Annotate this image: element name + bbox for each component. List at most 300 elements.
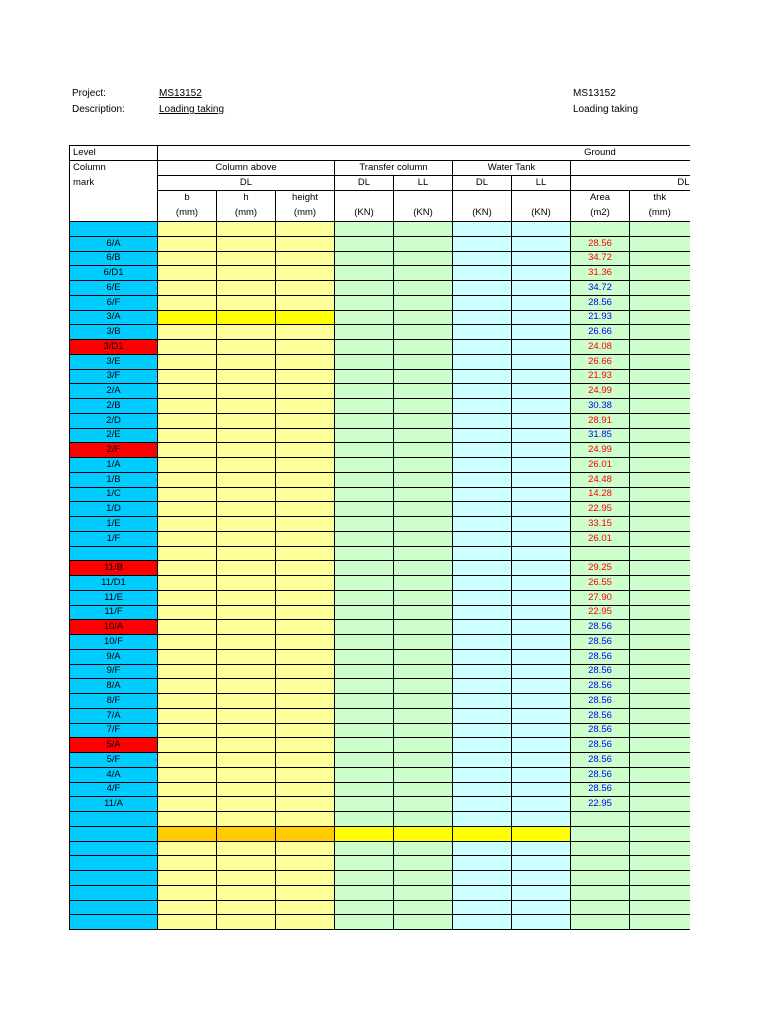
height-cell[interactable] <box>276 517 335 532</box>
height-cell[interactable] <box>276 222 335 237</box>
transfer-dl-cell[interactable] <box>335 561 394 576</box>
area-cell[interactable]: 31.36 <box>571 266 630 281</box>
area-cell[interactable]: 21.93 <box>571 310 630 325</box>
transfer-dl-cell[interactable] <box>335 502 394 517</box>
area-cell[interactable]: 28.56 <box>571 679 630 694</box>
water-tank-dl-cell[interactable] <box>453 635 512 650</box>
height-cell[interactable] <box>276 826 335 841</box>
transfer-dl-cell[interactable] <box>335 694 394 709</box>
h-cell[interactable] <box>217 236 276 251</box>
height-cell[interactable] <box>276 266 335 281</box>
h-cell[interactable] <box>217 531 276 546</box>
transfer-dl-cell[interactable] <box>335 723 394 738</box>
water-tank-ll-cell[interactable] <box>512 605 571 620</box>
b-cell[interactable] <box>158 236 217 251</box>
b-cell[interactable] <box>158 517 217 532</box>
thk-cell[interactable] <box>630 856 690 871</box>
b-cell[interactable] <box>158 325 217 340</box>
h-cell[interactable] <box>217 546 276 561</box>
transfer-ll-cell[interactable] <box>394 399 453 414</box>
area-cell[interactable]: 26.66 <box>571 354 630 369</box>
transfer-dl-cell[interactable] <box>335 812 394 827</box>
thk-cell[interactable] <box>630 590 690 605</box>
height-cell[interactable] <box>276 325 335 340</box>
height-cell[interactable] <box>276 885 335 900</box>
water-tank-ll-cell[interactable] <box>512 325 571 340</box>
height-cell[interactable] <box>276 767 335 782</box>
transfer-dl-cell[interactable] <box>335 841 394 856</box>
h-cell[interactable] <box>217 384 276 399</box>
b-cell[interactable] <box>158 605 217 620</box>
b-cell[interactable] <box>158 915 217 930</box>
water-tank-dl-cell[interactable] <box>453 472 512 487</box>
water-tank-ll-cell[interactable] <box>512 443 571 458</box>
water-tank-dl-cell[interactable] <box>453 708 512 723</box>
thk-cell[interactable] <box>630 664 690 679</box>
water-tank-ll-cell[interactable] <box>512 797 571 812</box>
h-cell[interactable] <box>217 812 276 827</box>
h-cell[interactable] <box>217 738 276 753</box>
transfer-dl-cell[interactable] <box>335 458 394 473</box>
water-tank-ll-cell[interactable] <box>512 826 571 841</box>
transfer-ll-cell[interactable] <box>394 266 453 281</box>
height-cell[interactable] <box>276 443 335 458</box>
transfer-dl-cell[interactable] <box>335 399 394 414</box>
area-cell[interactable] <box>571 871 630 886</box>
thk-cell[interactable] <box>630 561 690 576</box>
area-cell[interactable]: 28.56 <box>571 694 630 709</box>
water-tank-ll-cell[interactable] <box>512 487 571 502</box>
thk-cell[interactable] <box>630 340 690 355</box>
column-mark-cell[interactable] <box>70 885 158 900</box>
water-tank-dl-cell[interactable] <box>453 753 512 768</box>
area-cell[interactable]: 26.01 <box>571 531 630 546</box>
water-tank-ll-cell[interactable] <box>512 369 571 384</box>
water-tank-ll-cell[interactable] <box>512 812 571 827</box>
h-cell[interactable] <box>217 222 276 237</box>
b-cell[interactable] <box>158 590 217 605</box>
water-tank-ll-cell[interactable] <box>512 723 571 738</box>
column-mark-cell[interactable] <box>70 841 158 856</box>
column-mark-cell[interactable]: 4/F <box>70 782 158 797</box>
h-cell[interactable] <box>217 635 276 650</box>
column-mark-cell[interactable]: 2/E <box>70 428 158 443</box>
transfer-ll-cell[interactable] <box>394 782 453 797</box>
transfer-dl-cell[interactable] <box>335 251 394 266</box>
water-tank-dl-cell[interactable] <box>453 826 512 841</box>
height-cell[interactable] <box>276 531 335 546</box>
column-mark-cell[interactable]: 9/A <box>70 649 158 664</box>
h-cell[interactable] <box>217 723 276 738</box>
area-cell[interactable]: 28.56 <box>571 236 630 251</box>
b-cell[interactable] <box>158 487 217 502</box>
transfer-ll-cell[interactable] <box>394 885 453 900</box>
thk-cell[interactable] <box>630 546 690 561</box>
water-tank-dl-cell[interactable] <box>453 694 512 709</box>
h-cell[interactable] <box>217 266 276 281</box>
transfer-ll-cell[interactable] <box>394 915 453 930</box>
area-cell[interactable] <box>571 885 630 900</box>
h-cell[interactable] <box>217 826 276 841</box>
h-cell[interactable] <box>217 340 276 355</box>
water-tank-ll-cell[interactable] <box>512 561 571 576</box>
water-tank-dl-cell[interactable] <box>453 664 512 679</box>
height-cell[interactable] <box>276 413 335 428</box>
area-cell[interactable]: 21.93 <box>571 369 630 384</box>
h-cell[interactable] <box>217 664 276 679</box>
thk-cell[interactable] <box>630 310 690 325</box>
area-cell[interactable]: 28.56 <box>571 723 630 738</box>
water-tank-ll-cell[interactable] <box>512 251 571 266</box>
transfer-dl-cell[interactable] <box>335 885 394 900</box>
thk-cell[interactable] <box>630 753 690 768</box>
water-tank-dl-cell[interactable] <box>453 413 512 428</box>
transfer-dl-cell[interactable] <box>335 222 394 237</box>
transfer-dl-cell[interactable] <box>335 679 394 694</box>
thk-cell[interactable] <box>630 251 690 266</box>
column-mark-cell[interactable]: 3/B <box>70 325 158 340</box>
water-tank-dl-cell[interactable] <box>453 871 512 886</box>
column-mark-cell[interactable] <box>70 900 158 915</box>
thk-cell[interactable] <box>630 472 690 487</box>
water-tank-dl-cell[interactable] <box>453 915 512 930</box>
b-cell[interactable] <box>158 871 217 886</box>
height-cell[interactable] <box>276 340 335 355</box>
column-mark-cell[interactable] <box>70 546 158 561</box>
column-mark-cell[interactable]: 3/E <box>70 354 158 369</box>
h-cell[interactable] <box>217 281 276 296</box>
thk-cell[interactable] <box>630 458 690 473</box>
transfer-ll-cell[interactable] <box>394 708 453 723</box>
transfer-ll-cell[interactable] <box>394 679 453 694</box>
area-cell[interactable]: 31.85 <box>571 428 630 443</box>
b-cell[interactable] <box>158 856 217 871</box>
water-tank-dl-cell[interactable] <box>453 295 512 310</box>
thk-cell[interactable] <box>630 723 690 738</box>
water-tank-ll-cell[interactable] <box>512 885 571 900</box>
thk-cell[interactable] <box>630 443 690 458</box>
thk-cell[interactable] <box>630 281 690 296</box>
water-tank-dl-cell[interactable] <box>453 443 512 458</box>
h-cell[interactable] <box>217 502 276 517</box>
area-cell[interactable]: 29.25 <box>571 561 630 576</box>
water-tank-ll-cell[interactable] <box>512 546 571 561</box>
column-mark-cell[interactable]: 8/F <box>70 694 158 709</box>
column-mark-cell[interactable]: 7/F <box>70 723 158 738</box>
water-tank-ll-cell[interactable] <box>512 310 571 325</box>
column-mark-cell[interactable]: 2/A <box>70 384 158 399</box>
h-cell[interactable] <box>217 797 276 812</box>
h-cell[interactable] <box>217 561 276 576</box>
area-cell[interactable]: 28.91 <box>571 413 630 428</box>
transfer-dl-cell[interactable] <box>335 664 394 679</box>
area-cell[interactable]: 24.08 <box>571 340 630 355</box>
b-cell[interactable] <box>158 635 217 650</box>
area-cell[interactable] <box>571 915 630 930</box>
b-cell[interactable] <box>158 561 217 576</box>
h-cell[interactable] <box>217 767 276 782</box>
transfer-dl-cell[interactable] <box>335 281 394 296</box>
area-cell[interactable]: 14.28 <box>571 487 630 502</box>
area-cell[interactable]: 24.99 <box>571 384 630 399</box>
area-cell[interactable] <box>571 546 630 561</box>
area-cell[interactable]: 26.66 <box>571 325 630 340</box>
water-tank-ll-cell[interactable] <box>512 531 571 546</box>
transfer-dl-cell[interactable] <box>335 590 394 605</box>
water-tank-dl-cell[interactable] <box>453 649 512 664</box>
water-tank-ll-cell[interactable] <box>512 782 571 797</box>
thk-cell[interactable] <box>630 222 690 237</box>
column-mark-cell[interactable]: 1/B <box>70 472 158 487</box>
h-cell[interactable] <box>217 310 276 325</box>
water-tank-dl-cell[interactable] <box>453 458 512 473</box>
column-mark-cell[interactable]: 11/A <box>70 797 158 812</box>
transfer-dl-cell[interactable] <box>335 605 394 620</box>
column-mark-cell[interactable]: 2/F <box>70 443 158 458</box>
thk-cell[interactable] <box>630 531 690 546</box>
h-cell[interactable] <box>217 753 276 768</box>
height-cell[interactable] <box>276 251 335 266</box>
transfer-dl-cell[interactable] <box>335 576 394 591</box>
thk-cell[interactable] <box>630 649 690 664</box>
b-cell[interactable] <box>158 679 217 694</box>
water-tank-dl-cell[interactable] <box>453 679 512 694</box>
water-tank-ll-cell[interactable] <box>512 590 571 605</box>
area-cell[interactable]: 28.56 <box>571 649 630 664</box>
height-cell[interactable] <box>276 590 335 605</box>
column-mark-cell[interactable]: 10/A <box>70 620 158 635</box>
thk-cell[interactable] <box>630 487 690 502</box>
height-cell[interactable] <box>276 871 335 886</box>
transfer-ll-cell[interactable] <box>394 590 453 605</box>
area-cell[interactable]: 28.56 <box>571 295 630 310</box>
b-cell[interactable] <box>158 812 217 827</box>
h-cell[interactable] <box>217 782 276 797</box>
transfer-dl-cell[interactable] <box>335 325 394 340</box>
area-cell[interactable] <box>571 222 630 237</box>
b-cell[interactable] <box>158 458 217 473</box>
area-cell[interactable]: 30.38 <box>571 399 630 414</box>
transfer-ll-cell[interactable] <box>394 649 453 664</box>
transfer-ll-cell[interactable] <box>394 753 453 768</box>
b-cell[interactable] <box>158 694 217 709</box>
thk-cell[interactable] <box>630 266 690 281</box>
column-mark-cell[interactable]: 2/D <box>70 413 158 428</box>
thk-cell[interactable] <box>630 354 690 369</box>
b-cell[interactable] <box>158 782 217 797</box>
height-cell[interactable] <box>276 753 335 768</box>
height-cell[interactable] <box>276 369 335 384</box>
b-cell[interactable] <box>158 399 217 414</box>
b-cell[interactable] <box>158 723 217 738</box>
height-cell[interactable] <box>276 502 335 517</box>
area-cell[interactable]: 28.56 <box>571 664 630 679</box>
transfer-dl-cell[interactable] <box>335 340 394 355</box>
transfer-ll-cell[interactable] <box>394 413 453 428</box>
transfer-ll-cell[interactable] <box>394 472 453 487</box>
transfer-dl-cell[interactable] <box>335 443 394 458</box>
thk-cell[interactable] <box>630 605 690 620</box>
thk-cell[interactable] <box>630 295 690 310</box>
height-cell[interactable] <box>276 428 335 443</box>
water-tank-dl-cell[interactable] <box>453 369 512 384</box>
b-cell[interactable] <box>158 826 217 841</box>
b-cell[interactable] <box>158 384 217 399</box>
b-cell[interactable] <box>158 472 217 487</box>
transfer-ll-cell[interactable] <box>394 502 453 517</box>
thk-cell[interactable] <box>630 413 690 428</box>
h-cell[interactable] <box>217 399 276 414</box>
b-cell[interactable] <box>158 295 217 310</box>
water-tank-ll-cell[interactable] <box>512 340 571 355</box>
height-cell[interactable] <box>276 310 335 325</box>
thk-cell[interactable] <box>630 915 690 930</box>
column-mark-cell[interactable]: 2/B <box>70 399 158 414</box>
transfer-ll-cell[interactable] <box>394 295 453 310</box>
column-mark-cell[interactable]: 5/F <box>70 753 158 768</box>
transfer-dl-cell[interactable] <box>335 708 394 723</box>
transfer-ll-cell[interactable] <box>394 664 453 679</box>
height-cell[interactable] <box>276 399 335 414</box>
b-cell[interactable] <box>158 531 217 546</box>
h-cell[interactable] <box>217 915 276 930</box>
transfer-dl-cell[interactable] <box>335 767 394 782</box>
transfer-ll-cell[interactable] <box>394 546 453 561</box>
transfer-ll-cell[interactable] <box>394 428 453 443</box>
column-mark-cell[interactable]: 3/F <box>70 369 158 384</box>
h-cell[interactable] <box>217 679 276 694</box>
column-mark-cell[interactable] <box>70 871 158 886</box>
transfer-dl-cell[interactable] <box>335 295 394 310</box>
thk-cell[interactable] <box>630 694 690 709</box>
transfer-ll-cell[interactable] <box>394 723 453 738</box>
h-cell[interactable] <box>217 369 276 384</box>
transfer-dl-cell[interactable] <box>335 871 394 886</box>
water-tank-dl-cell[interactable] <box>453 340 512 355</box>
water-tank-ll-cell[interactable] <box>512 236 571 251</box>
area-cell[interactable]: 33.15 <box>571 517 630 532</box>
transfer-ll-cell[interactable] <box>394 694 453 709</box>
column-mark-cell[interactable]: 3/A <box>70 310 158 325</box>
transfer-dl-cell[interactable] <box>335 384 394 399</box>
transfer-ll-cell[interactable] <box>394 310 453 325</box>
water-tank-dl-cell[interactable] <box>453 576 512 591</box>
b-cell[interactable] <box>158 340 217 355</box>
thk-cell[interactable] <box>630 885 690 900</box>
transfer-ll-cell[interactable] <box>394 561 453 576</box>
area-cell[interactable]: 28.56 <box>571 708 630 723</box>
area-cell[interactable] <box>571 826 630 841</box>
h-cell[interactable] <box>217 885 276 900</box>
water-tank-ll-cell[interactable] <box>512 472 571 487</box>
thk-cell[interactable] <box>630 428 690 443</box>
transfer-ll-cell[interactable] <box>394 458 453 473</box>
area-cell[interactable]: 28.56 <box>571 767 630 782</box>
transfer-ll-cell[interactable] <box>394 222 453 237</box>
thk-cell[interactable] <box>630 325 690 340</box>
height-cell[interactable] <box>276 915 335 930</box>
height-cell[interactable] <box>276 576 335 591</box>
h-cell[interactable] <box>217 472 276 487</box>
column-mark-cell[interactable]: 1/E <box>70 517 158 532</box>
thk-cell[interactable] <box>630 620 690 635</box>
water-tank-dl-cell[interactable] <box>453 487 512 502</box>
b-cell[interactable] <box>158 428 217 443</box>
water-tank-ll-cell[interactable] <box>512 266 571 281</box>
water-tank-ll-cell[interactable] <box>512 767 571 782</box>
transfer-dl-cell[interactable] <box>335 738 394 753</box>
transfer-ll-cell[interactable] <box>394 635 453 650</box>
water-tank-ll-cell[interactable] <box>512 295 571 310</box>
column-mark-cell[interactable]: 10/F <box>70 635 158 650</box>
thk-cell[interactable] <box>630 679 690 694</box>
water-tank-dl-cell[interactable] <box>453 502 512 517</box>
water-tank-dl-cell[interactable] <box>453 325 512 340</box>
transfer-ll-cell[interactable] <box>394 605 453 620</box>
area-cell[interactable]: 28.56 <box>571 738 630 753</box>
area-cell[interactable]: 22.95 <box>571 605 630 620</box>
transfer-ll-cell[interactable] <box>394 841 453 856</box>
h-cell[interactable] <box>217 900 276 915</box>
transfer-dl-cell[interactable] <box>335 620 394 635</box>
b-cell[interactable] <box>158 502 217 517</box>
area-cell[interactable]: 22.95 <box>571 797 630 812</box>
thk-cell[interactable] <box>630 384 690 399</box>
h-cell[interactable] <box>217 590 276 605</box>
height-cell[interactable] <box>276 694 335 709</box>
transfer-dl-cell[interactable] <box>335 915 394 930</box>
water-tank-dl-cell[interactable] <box>453 251 512 266</box>
transfer-dl-cell[interactable] <box>335 428 394 443</box>
area-cell[interactable]: 24.99 <box>571 443 630 458</box>
column-mark-cell[interactable]: 11/E <box>70 590 158 605</box>
transfer-dl-cell[interactable] <box>335 266 394 281</box>
water-tank-dl-cell[interactable] <box>453 605 512 620</box>
thk-cell[interactable] <box>630 871 690 886</box>
column-mark-cell[interactable]: 1/C <box>70 487 158 502</box>
transfer-dl-cell[interactable] <box>335 826 394 841</box>
thk-cell[interactable] <box>630 738 690 753</box>
h-cell[interactable] <box>217 487 276 502</box>
water-tank-ll-cell[interactable] <box>512 738 571 753</box>
transfer-ll-cell[interactable] <box>394 517 453 532</box>
water-tank-dl-cell[interactable] <box>453 266 512 281</box>
h-cell[interactable] <box>217 576 276 591</box>
b-cell[interactable] <box>158 251 217 266</box>
thk-cell[interactable] <box>630 797 690 812</box>
area-cell[interactable]: 26.01 <box>571 458 630 473</box>
water-tank-ll-cell[interactable] <box>512 856 571 871</box>
water-tank-ll-cell[interactable] <box>512 664 571 679</box>
transfer-dl-cell[interactable] <box>335 856 394 871</box>
water-tank-ll-cell[interactable] <box>512 458 571 473</box>
transfer-ll-cell[interactable] <box>394 531 453 546</box>
thk-cell[interactable] <box>630 812 690 827</box>
height-cell[interactable] <box>276 458 335 473</box>
thk-cell[interactable] <box>630 236 690 251</box>
water-tank-ll-cell[interactable] <box>512 222 571 237</box>
column-mark-cell[interactable]: 11/F <box>70 605 158 620</box>
thk-cell[interactable] <box>630 782 690 797</box>
transfer-ll-cell[interactable] <box>394 738 453 753</box>
b-cell[interactable] <box>158 664 217 679</box>
water-tank-ll-cell[interactable] <box>512 635 571 650</box>
water-tank-dl-cell[interactable] <box>453 384 512 399</box>
water-tank-dl-cell[interactable] <box>453 723 512 738</box>
transfer-ll-cell[interactable] <box>394 354 453 369</box>
thk-cell[interactable] <box>630 841 690 856</box>
area-cell[interactable] <box>571 900 630 915</box>
